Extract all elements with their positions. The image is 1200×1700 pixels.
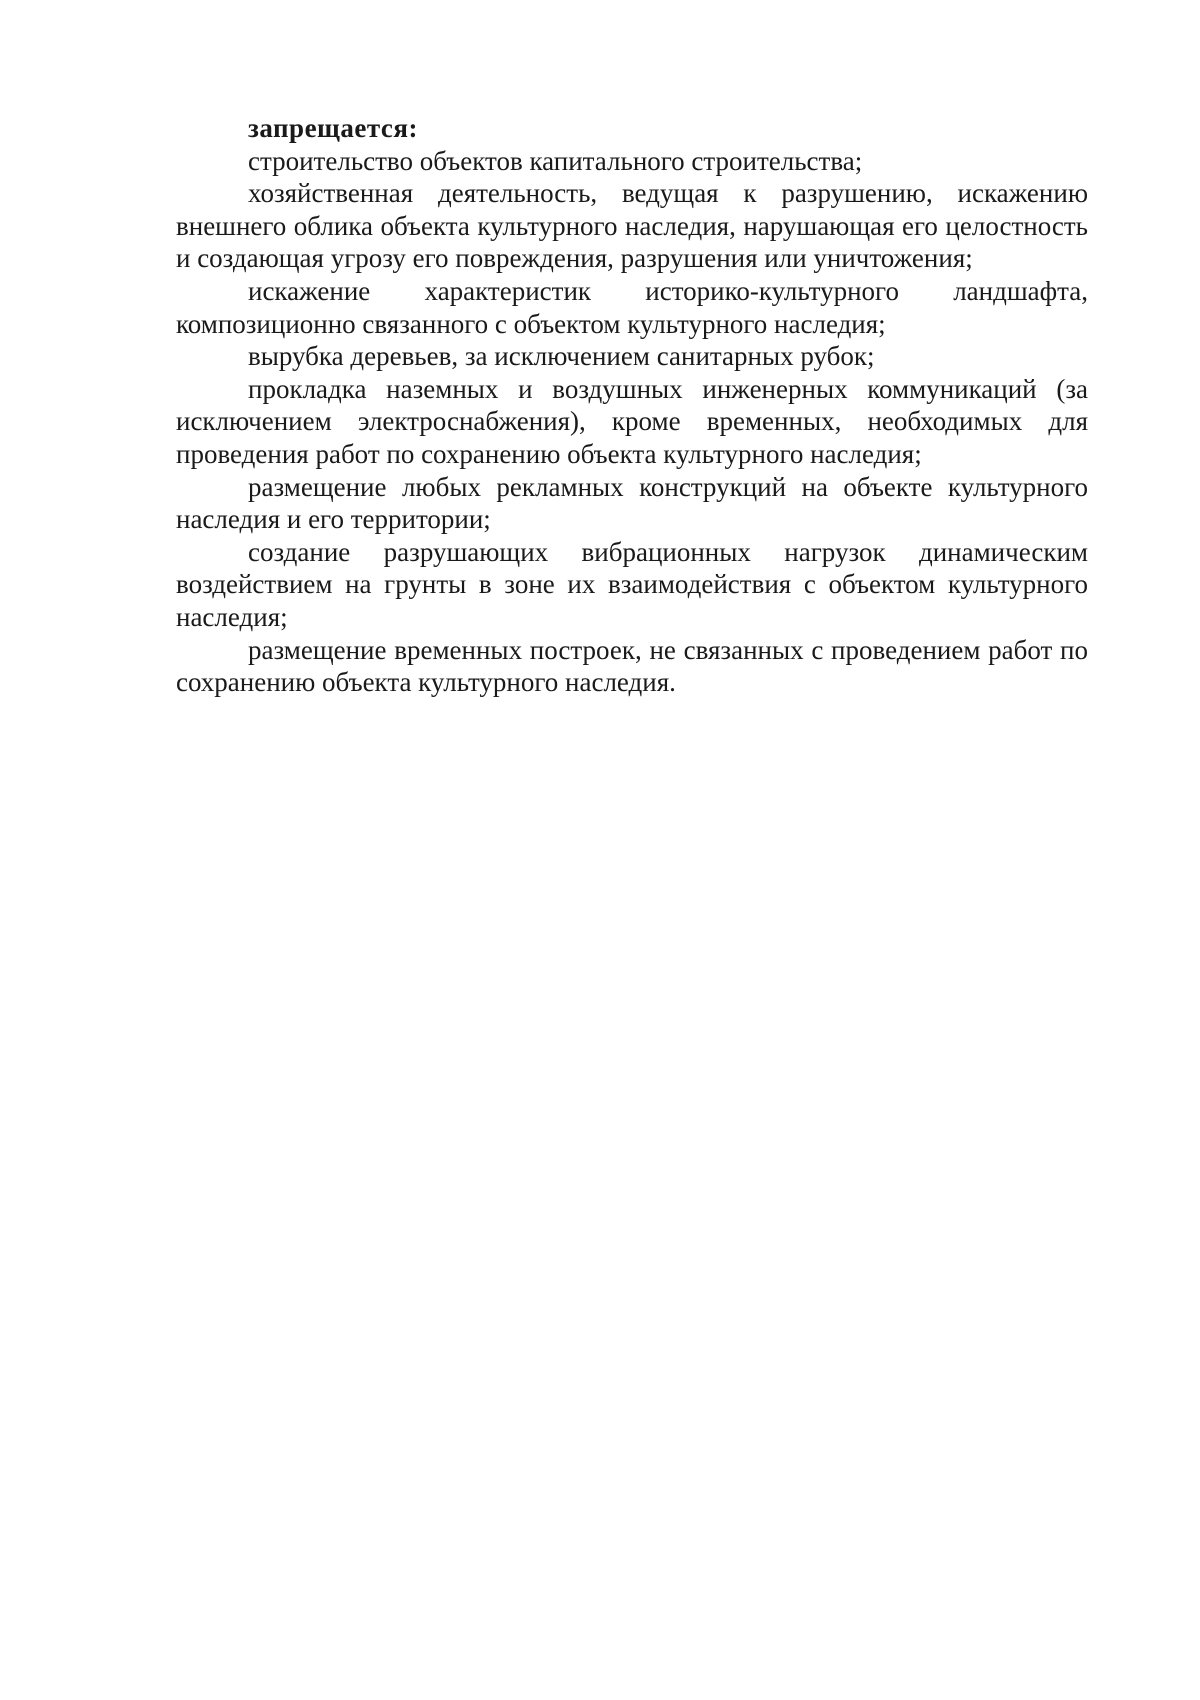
restriction-temporary-buildings: размещение временных построек, не связанных с проведением работ по сохранению объекта культурного наследия.: [176, 634, 1088, 698]
restriction-utilities: прокладка наземных и воздушных инженерных коммуникаций (за исключением электроснабжения), кроме временных, необходимых для проведения работ по сохранению объекта культурного наследия;: [176, 373, 1088, 469]
restriction-vibration-loads: создание разрушающих вибрационных нагрузок динамическим воздействием на грунты в зоне их взаимодействия с объектом культурного наследия;: [176, 536, 1088, 632]
section-heading: запрещается:: [248, 113, 419, 143]
restriction-tree-felling: вырубка деревьев, за исключением санитарных рубок;: [248, 341, 875, 372]
restriction-advertising: размещение любых рекламных конструкций на объекте культурного наследия и его территории;: [176, 471, 1088, 535]
restriction-economic-activity: хозяйственная деятельность, ведущая к разрушению, искажению внешнего облика объекта культурного наследия, нарушающая его целостность и создающая угрозу его повреждения, разрушения или уничтожения;: [176, 178, 1088, 274]
document-body: [176, 112, 1088, 699]
restriction-landscape-distortion: искажение характеристик историко-культурного ландшафта, композиционно связанного с объектом культурного наследия;: [176, 275, 1088, 339]
restriction-capital-construction: строительство объектов капитального строительства;: [248, 145, 863, 176]
